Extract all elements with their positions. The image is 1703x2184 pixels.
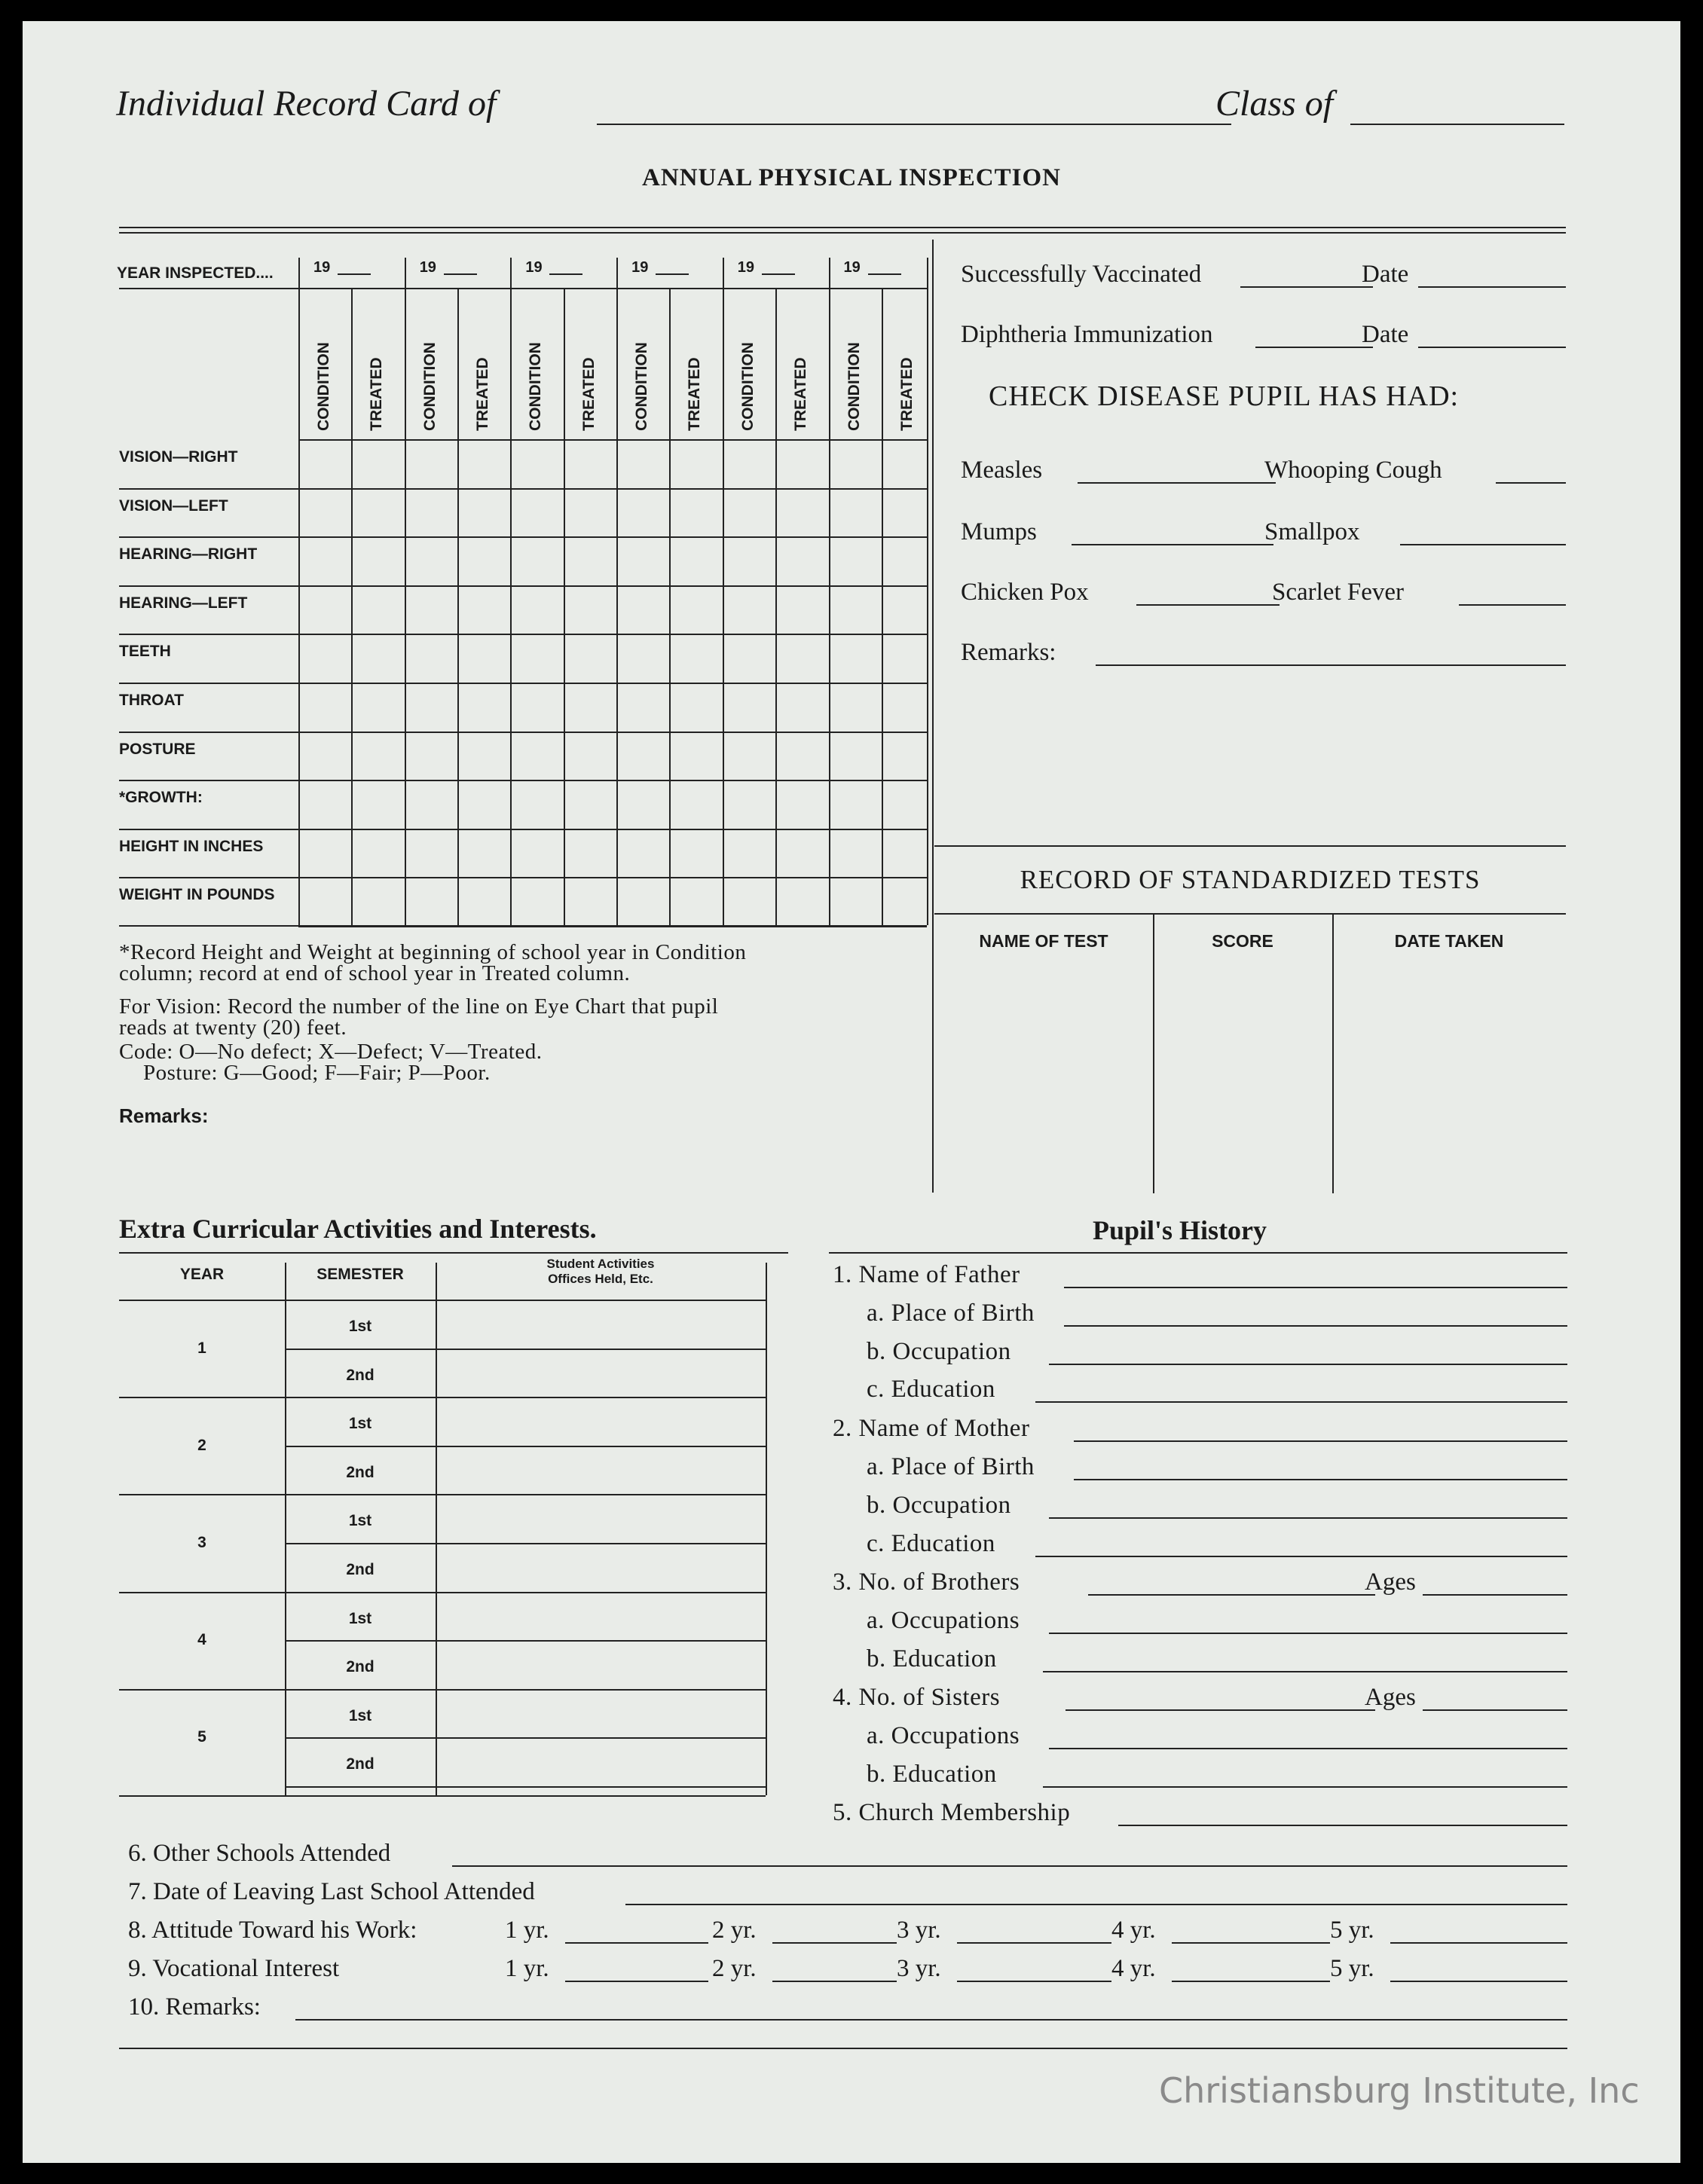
history-item-label: b. Occupation: [867, 1492, 1011, 1519]
divider: [510, 258, 512, 925]
attitude-field[interactable]: [565, 1942, 708, 1944]
inspection-note: Code: O—No defect; X—Defect; V—Treated.: [119, 1040, 543, 1064]
divider: [436, 1263, 437, 1795]
divider: [405, 258, 406, 925]
vocational-field[interactable]: [1172, 1981, 1330, 1982]
divider: [119, 536, 298, 538]
divider: [285, 1689, 766, 1691]
inspection-remarks-label: Remarks:: [119, 1104, 209, 1127]
ages-field[interactable]: [1423, 1709, 1567, 1711]
divider: [932, 240, 934, 1193]
ages-label: Ages: [1365, 1569, 1416, 1596]
inspection-note: Posture: G—Good; F—Fair; P—Poor.: [143, 1061, 491, 1085]
divider: [616, 258, 618, 925]
divider: [934, 845, 1566, 847]
divider: [119, 1689, 285, 1691]
inspection-note: *Record Height and Weight at beginning of school year in Condition: [119, 940, 747, 964]
divider: [119, 1252, 788, 1254]
vaccinated-date-label: Date: [1362, 261, 1409, 288]
semester-label: 1st: [348, 1415, 372, 1433]
inspection-row-label: VISION—LEFT: [119, 496, 228, 515]
disease-field[interactable]: [1400, 544, 1566, 545]
year-label: 5 yr.: [1330, 1917, 1374, 1944]
divider: [119, 829, 298, 830]
history-item-label: a. Occupations: [867, 1722, 1020, 1749]
divider: [119, 1592, 285, 1593]
record-card: [23, 21, 1680, 2163]
history-field[interactable]: [1064, 1325, 1567, 1327]
disease-label: Smallpox: [1264, 518, 1360, 545]
divider: [119, 732, 298, 733]
year-number: 2: [197, 1436, 206, 1454]
semester-label: 1st: [348, 1318, 372, 1335]
disease-field[interactable]: [1078, 482, 1276, 484]
inspection-row-label: POSTURE: [119, 740, 196, 758]
divider: [119, 1795, 766, 1797]
year-prefix: 19: [525, 259, 543, 276]
divider: [298, 258, 300, 925]
divider: [285, 1397, 766, 1398]
semester-label: 2nd: [346, 1658, 375, 1676]
semester-label: 1st: [348, 1512, 372, 1530]
semester-label: 1st: [348, 1706, 372, 1724]
other-schools-field[interactable]: [452, 1865, 1567, 1867]
year-field[interactable]: [868, 273, 901, 275]
history-field[interactable]: [1074, 1440, 1567, 1442]
vocational-label: 9. Vocational Interest: [128, 1955, 340, 1982]
year-label: 4 yr.: [1111, 1955, 1156, 1982]
other-schools-label: 6. Other Schools Attended: [128, 1840, 391, 1867]
semester-label: 2nd: [346, 1366, 375, 1384]
vaccinated-date-field[interactable]: [1418, 286, 1566, 288]
year-label: 3 yr.: [897, 1917, 941, 1944]
divider: [119, 488, 298, 490]
divider: [298, 780, 927, 781]
year-prefix: 19: [737, 259, 755, 276]
semester-label: 2nd: [346, 1561, 375, 1578]
year-field[interactable]: [444, 273, 477, 275]
inspection-row-label: HEARING—LEFT: [119, 594, 248, 612]
divider: [298, 634, 927, 635]
history-item-label: c. Education: [867, 1530, 995, 1557]
history-field[interactable]: [1049, 1748, 1567, 1749]
health-remarks-label: Remarks:: [961, 639, 1056, 666]
divider: [119, 683, 298, 684]
year-prefix: 19: [631, 259, 649, 276]
divider: [119, 1300, 766, 1301]
student-name-field[interactable]: [597, 124, 1231, 125]
divider: [285, 1737, 766, 1739]
year-label: 2 yr.: [712, 1955, 757, 1982]
health-remarks-field[interactable]: [1096, 664, 1566, 666]
year-prefix: 19: [419, 259, 436, 276]
treated-header: TREATED: [897, 357, 916, 431]
year-prefix: 19: [313, 259, 331, 276]
inspection-row-label: *GROWTH:: [119, 789, 203, 807]
history-item-label: a. Place of Birth: [867, 1300, 1035, 1327]
treated-header: TREATED: [474, 357, 492, 431]
disease-label: Measles: [961, 457, 1043, 484]
divider: [119, 227, 1566, 228]
date-leaving-label: 7. Date of Leaving Last School Attended: [128, 1878, 535, 1905]
bottom-remarks-field[interactable]: [295, 2019, 1567, 2021]
divider: [298, 439, 927, 441]
tests-heading: RECORD OF STANDARDIZED TESTS: [1020, 865, 1481, 894]
condition-header: CONDITION: [420, 342, 439, 431]
vaccinated-field[interactable]: [1240, 286, 1373, 288]
divider: [285, 1543, 766, 1544]
history-field[interactable]: [1049, 1364, 1567, 1365]
disease-field[interactable]: [1496, 482, 1566, 484]
history-item-label: b. Occupation: [867, 1338, 1011, 1365]
divider: [934, 913, 1566, 915]
divider: [298, 877, 927, 878]
divider: [119, 585, 298, 587]
watermark: Christiansburg Institute, Inc: [1159, 2070, 1640, 2111]
diphtheria-label: Diphtheria Immunization: [961, 321, 1213, 348]
history-field[interactable]: [1043, 1671, 1567, 1672]
divider: [298, 829, 927, 830]
divider: [285, 1349, 766, 1350]
class-of-label: Class of: [1215, 84, 1334, 124]
divider: [119, 1397, 285, 1398]
divider: [285, 1494, 766, 1495]
history-item-label: a. Occupations: [867, 1607, 1020, 1634]
divider: [119, 232, 1566, 234]
attitude-field[interactable]: [1172, 1942, 1330, 1944]
condition-header: CONDITION: [845, 342, 863, 431]
treated-header: TREATED: [686, 357, 704, 431]
history-field[interactable]: [1035, 1401, 1567, 1403]
treated-header: TREATED: [792, 357, 810, 431]
history-field[interactable]: [1043, 1786, 1567, 1788]
tests-col-date: DATE TAKEN: [1394, 931, 1504, 951]
year-field[interactable]: [762, 273, 795, 275]
year-number: 3: [197, 1534, 206, 1551]
condition-header: CONDITION: [315, 342, 332, 431]
year-label: 1 yr.: [505, 1917, 549, 1944]
tests-col-score: SCORE: [1212, 931, 1273, 951]
divider: [119, 877, 298, 878]
history-item-label: b. Education: [867, 1645, 997, 1672]
disease-label: Chicken Pox: [961, 579, 1089, 606]
year-field[interactable]: [549, 273, 582, 275]
history-heading: Pupil's History: [1093, 1215, 1267, 1245]
ages-field[interactable]: [1423, 1594, 1567, 1596]
attitude-field[interactable]: [1390, 1942, 1567, 1944]
bottom-remarks-label: 10. Remarks:: [128, 1993, 261, 2021]
divider: [285, 1786, 766, 1788]
col-year: YEAR: [179, 1266, 225, 1283]
history-item-label: 1. Name of Father: [833, 1261, 1020, 1288]
disease-field[interactable]: [1136, 604, 1280, 606]
history-field[interactable]: [1049, 1517, 1567, 1519]
disease-field[interactable]: [1072, 544, 1273, 545]
history-field[interactable]: [1118, 1825, 1567, 1826]
semester-label: 2nd: [346, 1755, 375, 1773]
year-number: 1: [197, 1339, 206, 1357]
activities-heading: Extra Curricular Activities and Interests.: [119, 1214, 597, 1244]
year-inspected-label: YEAR INSPECTED....: [117, 264, 274, 282]
inspection-note: reads at twenty (20) feet.: [119, 1016, 347, 1040]
history-item-label: 5. Church Membership: [833, 1799, 1071, 1826]
divider: [829, 1252, 1567, 1254]
history-item-label: 3. No. of Brothers: [833, 1569, 1020, 1596]
inspection-row-label: VISION—RIGHT: [119, 448, 238, 466]
disease-label: Mumps: [961, 518, 1037, 545]
check-disease-heading: CHECK DISEASE PUPIL HAS HAD:: [989, 380, 1460, 412]
divider: [1153, 913, 1154, 1193]
col-activities-1: Student Activities: [546, 1257, 655, 1271]
history-field[interactable]: [1035, 1556, 1567, 1557]
semester-label: 2nd: [346, 1463, 375, 1481]
condition-header: CONDITION: [738, 342, 757, 431]
divider: [285, 1592, 766, 1593]
year-field[interactable]: [656, 273, 689, 275]
page-title: ANNUAL PHYSICAL INSPECTION: [642, 164, 1061, 191]
inspection-note: column; record at end of school year in Treated column.: [119, 961, 631, 985]
divider: [298, 585, 927, 587]
year-number: 4: [197, 1631, 206, 1649]
divider: [119, 780, 298, 781]
divider: [119, 288, 927, 289]
divider: [298, 732, 927, 733]
divider: [298, 926, 927, 927]
year-label: 5 yr.: [1330, 1955, 1374, 1982]
inspection-row-label: WEIGHT IN POUNDS: [119, 886, 275, 904]
divider: [766, 1263, 767, 1795]
divider: [298, 683, 927, 684]
year-number: 5: [197, 1728, 206, 1746]
divider: [298, 536, 927, 538]
condition-header: CONDITION: [527, 342, 545, 431]
history-item-label: c. Education: [867, 1376, 995, 1403]
year-label: 1 yr.: [505, 1955, 549, 1982]
history-item-label: 4. No. of Sisters: [833, 1684, 1001, 1711]
disease-label: Scarlet Fever: [1272, 579, 1405, 606]
history-item-label: 2. Name of Mother: [833, 1415, 1030, 1442]
year-label: 4 yr.: [1111, 1917, 1156, 1944]
divider: [285, 1446, 766, 1447]
divider: [119, 2048, 1567, 2049]
diphtheria-field[interactable]: [1255, 347, 1373, 348]
year-field[interactable]: [338, 273, 371, 275]
tests-col-name: NAME OF TEST: [979, 931, 1108, 951]
history-item-label: a. Place of Birth: [867, 1453, 1035, 1480]
disease-field[interactable]: [1459, 604, 1566, 606]
divider: [298, 488, 927, 490]
divider: [285, 1640, 766, 1642]
history-field[interactable]: [1049, 1633, 1567, 1634]
history-item-label: b. Education: [867, 1761, 997, 1788]
attitude-field[interactable]: [957, 1942, 1111, 1944]
vocational-field[interactable]: [565, 1981, 708, 1982]
vaccinated-label: Successfully Vaccinated: [961, 261, 1202, 288]
history-field[interactable]: [1088, 1594, 1375, 1596]
year-prefix: 19: [843, 259, 861, 276]
divider: [119, 1494, 285, 1495]
attitude-label: 8. Attitude Toward his Work:: [128, 1917, 417, 1944]
col-semester: SEMESTER: [316, 1266, 404, 1283]
class-year-field[interactable]: [1350, 124, 1564, 125]
vocational-field[interactable]: [957, 1981, 1111, 1982]
year-label: 3 yr.: [897, 1955, 941, 1982]
ages-label: Ages: [1365, 1684, 1416, 1711]
divider: [1332, 913, 1334, 1193]
inspection-row-label: HEIGHT IN INCHES: [119, 837, 264, 855]
inspection-row-label: TEETH: [119, 643, 171, 661]
diphtheria-date-label: Date: [1362, 321, 1409, 348]
condition-header: CONDITION: [633, 342, 651, 431]
record-card-label: Individual Record Card of: [116, 84, 497, 124]
col-activities-2: Offices Held, Etc.: [548, 1272, 653, 1286]
vocational-field[interactable]: [1390, 1981, 1567, 1982]
divider: [927, 258, 928, 925]
year-label: 2 yr.: [712, 1917, 757, 1944]
divider: [829, 258, 830, 925]
inspection-row-label: THROAT: [119, 692, 184, 709]
vocational-field[interactable]: [772, 1981, 897, 1982]
history-field[interactable]: [1074, 1479, 1567, 1480]
diphtheria-date-field[interactable]: [1418, 347, 1566, 348]
inspection-row-label: HEARING—RIGHT: [119, 545, 258, 564]
disease-label: Whooping Cough: [1264, 457, 1442, 484]
divider: [119, 634, 298, 635]
treated-header: TREATED: [579, 357, 598, 431]
date-leaving-field[interactable]: [625, 1904, 1567, 1905]
semester-label: 1st: [348, 1609, 372, 1627]
divider: [723, 258, 724, 925]
treated-header: TREATED: [368, 357, 386, 431]
history-field[interactable]: [1066, 1709, 1375, 1711]
history-field[interactable]: [1064, 1287, 1567, 1288]
attitude-field[interactable]: [772, 1942, 897, 1944]
inspection-note: For Vision: Record the number of the line on Eye Chart that pupil: [119, 994, 719, 1019]
